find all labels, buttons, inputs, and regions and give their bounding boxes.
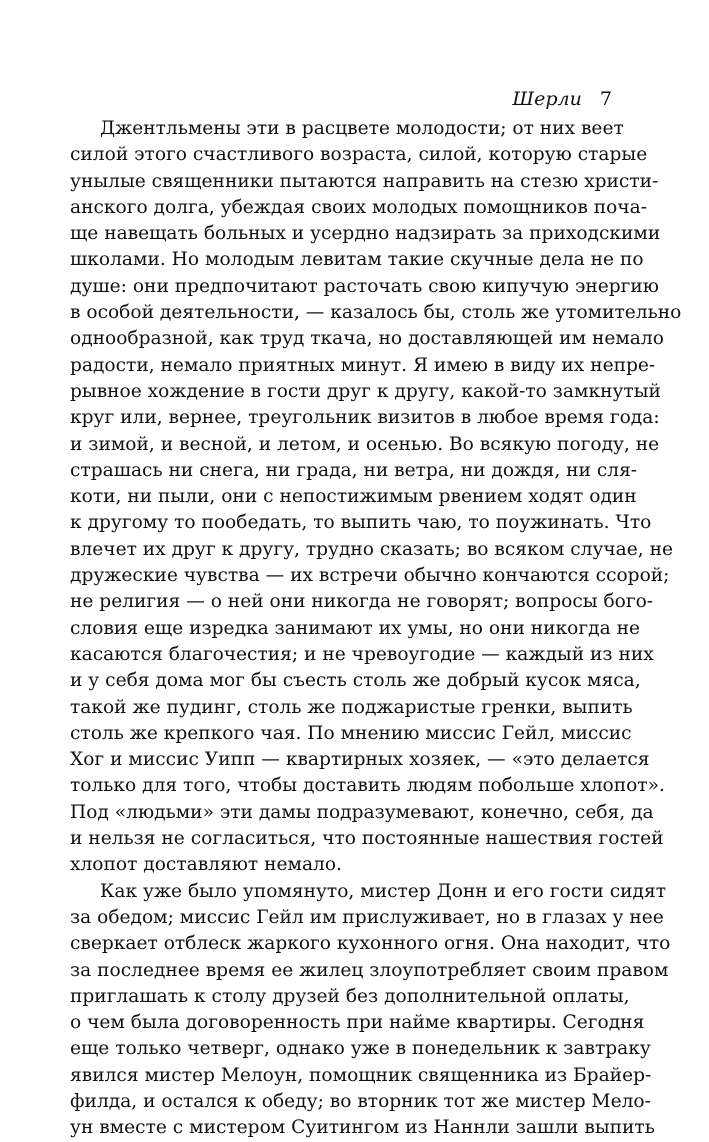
text-line: Под «людьми» эти дамы подразумевают, конечно, себя, да: [70, 801, 654, 823]
text-line: страшась ни снега, ни града, ни ветра, ни дождя, ни сля-: [70, 459, 638, 481]
text-line: ун вместе с мистером Суитингом из Наннли зашли выпить: [70, 1117, 655, 1139]
text-line: влечет их друг к другу, трудно сказать; во всяком случае, не: [70, 538, 673, 560]
text-line: только для того, чтобы доставить людям побольше хлопот».: [70, 775, 665, 797]
text-line: коти, ни пыли, они с непостижимым рвением ходят один: [70, 486, 637, 508]
text-line: душе: они предпочитают расточать свою кипучую энергию: [70, 275, 659, 297]
text-line: за обедом; миссис Гейл им прислуживает, но в глазах у нее: [70, 906, 664, 928]
text-line: унылые священники пытаются направить на стезю христи-: [70, 170, 659, 192]
text-line: дружеские чувства — их встречи обычно кончаются ссорой;: [70, 565, 670, 587]
paragraph-1: [70, 116, 682, 879]
text-line: в особой деятельности, — казалось бы, столь же утомительно: [70, 302, 682, 324]
text-line: силой этого счастливого возраста, силой, которую старые: [70, 144, 648, 166]
text-line: столь же крепкого чая. По мнению миссис Гейл, миссис: [70, 722, 632, 744]
text-line: не религия — о ней они никогда не говорят; вопросы бого-: [70, 591, 654, 613]
text-line: хлопот доставляют немало.: [70, 854, 342, 876]
paragraph-2: [70, 879, 671, 1142]
text-line: школами. Но молодым левитам такие скучные дела не по: [70, 249, 644, 271]
text-line: Хог и миссис Уипп — квартирных хозяек, — «это делается: [70, 749, 650, 771]
text-line: еще только четверг, однако уже в понедельник к завтраку: [70, 1038, 651, 1060]
text-line: рывное хождение в гости друг к другу, какой-то замкнутый: [70, 380, 661, 402]
page-number: 7: [599, 88, 612, 110]
running-title: Шерли: [512, 88, 582, 110]
text-line: и нельзя не согласиться, что постоянные нашествия гостей: [70, 828, 664, 850]
text-line: и зимой, и весной, и летом, и осенью. Во всякую погоду, не: [70, 433, 660, 455]
text-line: о чем была договоренность при найме квартиры. Сегодня: [70, 1012, 645, 1034]
running-header: [512, 88, 612, 110]
text-line: словия еще изредка занимают их умы, но они никогда не: [70, 617, 640, 639]
text-line: ще навещать больных и усердно надзирать за приходскими: [70, 223, 661, 245]
text-line: приглашать к столу друзей без дополнительной оплаты,: [70, 985, 630, 1007]
text-line: такой же пудинг, столь же поджаристые гренки, выпить: [70, 696, 633, 718]
text-line: Джентльмены эти в расцвете молодости; от них веет: [100, 118, 624, 139]
body-text: [70, 116, 682, 1142]
text-line: однообразной, как труд ткача, но доставляющей им немало: [70, 328, 664, 350]
text-line: Как уже было упомянуто, мистер Донн и его гости сидят: [100, 880, 666, 902]
text-line: анского долга, убеждая своих молодых помощников поча-: [70, 196, 648, 218]
text-line: сверкает отблеск жаркого кухонного огня. Она находит, что: [70, 933, 671, 955]
text-line: радости, немало приятных минут. Я имею в виду их непре-: [70, 354, 656, 376]
text-line: к другому то пообедать, то выпить чаю, то поужинать. Что: [70, 512, 652, 534]
text-line: явился мистер Мелоун, помощник священника из Брайер-: [70, 1064, 652, 1086]
text-line: круг или, вернее, треугольник визитов в любое время года:: [70, 407, 660, 429]
text-line: и у себя дома мог бы съесть столь же добрый кусок мяса,: [70, 670, 641, 692]
text-line: филда, и остался к обеду; во вторник тот же мистер Мело-: [70, 1090, 651, 1112]
text-line: касаются благочестия; и не чревоугодие — каждый из них: [70, 643, 654, 665]
text-line: за последнее время ее жилец злоупотребляет своим правом: [70, 959, 669, 981]
